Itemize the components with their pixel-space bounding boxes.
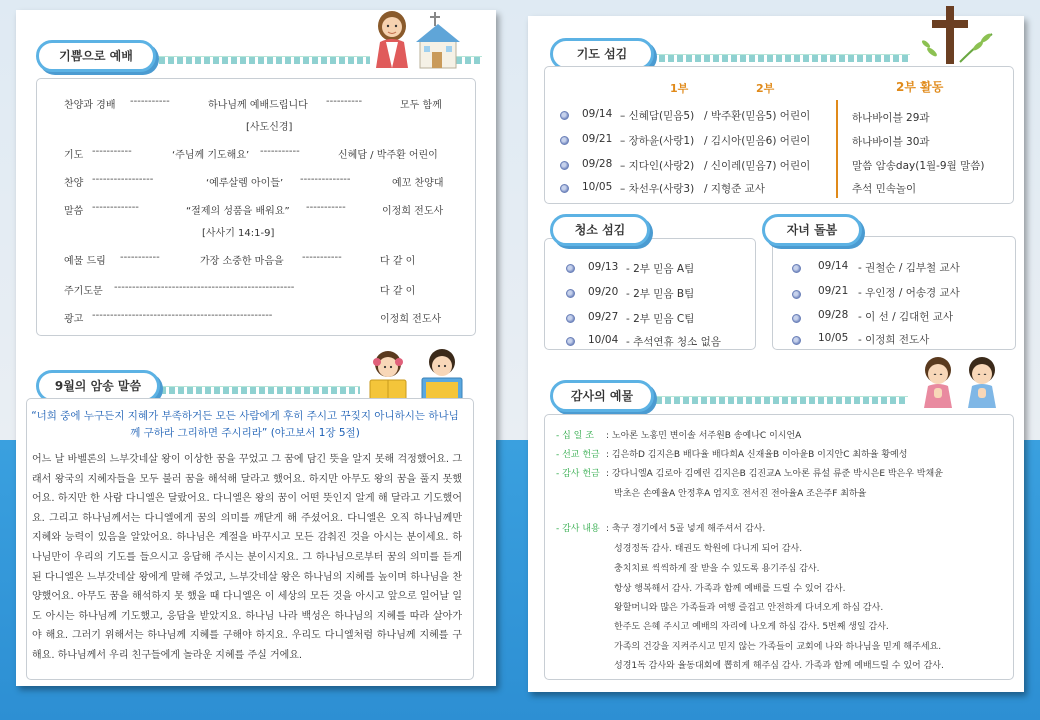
mission-names: : 김은하D 김지은B 배다율 배다희A 신재율B 이아윤B 이지안C 최하율 황예성 [606,450,908,460]
thanks-content: 한주도 은혜 주시고 예배의 자리에 나오게 하심 감사. 5번째 생일 감사. [614,622,889,632]
thanks-offering-label: - 감사 헌금 [556,469,600,479]
bullet-icon [566,337,575,346]
worship-row [64,174,454,188]
care-title: 자녀 돌봄 [762,214,862,246]
prayer-part1: – 차선우(사랑3) [620,183,695,195]
mission-label: - 선교 헌금 [556,450,600,460]
worship-row [64,96,454,110]
reading-children-illustration [366,346,476,404]
bullet-icon [792,314,801,323]
prayer-col-part1: 1부 [670,82,689,95]
worship-item-title: ‘주님께 기도해요’ [172,150,250,161]
tithe-label: - 십 일 조 [556,431,594,441]
bullet-icon [792,336,801,345]
thanks-content: 충치치료 씩씩하게 잘 받을 수 있도록 용기주심 감사. [614,564,820,574]
thanks-content: 가족의 건강을 지켜주시고 믿지 않는 가족들이 교회에 나와 하나님을 믿게 해주세요. [614,642,942,652]
thanks-content: 성경정독 감사. 태권도 학원에 다니게 되어 감사. [614,544,803,554]
worship-deco-line [150,56,370,64]
prayer-part1: – 신혜담(믿음5) [620,110,695,122]
worship-row [64,282,454,296]
prayer-title: 기도 섬김 [550,38,654,70]
cleaning-team: - 2부 믿음 C팀 [626,313,695,325]
thanks-deco-line [656,396,908,404]
thanks-content: 성경1독 감사와 율동대회에 뽑히게 해주심 감사. 가족과 함께 예배드릴 수 있어 감사. [614,661,944,671]
worship-item-label: 광고 [64,314,84,325]
thanks-offering-names-2: 박초은 손예율A 안정후A 엄지호 전서진 전아율A 조은주F 최하율 [614,489,867,499]
cleaning-team: - 추석연휴 청소 없음 [626,336,721,348]
worship-item-label: 찬양 [64,178,84,189]
cross-olive-icon [920,4,1000,66]
worship-item-label: 예물 드림 [64,256,106,267]
bullet-icon [560,111,569,120]
worship-dash-1: ----------------- [92,174,154,185]
worship-item-label: 말씀 [64,206,84,217]
cleaning-team: - 2부 믿음 B팀 [626,288,695,300]
cleaning-date: 09/27 [588,311,619,323]
bullet-icon [566,314,575,323]
worship-row [64,252,454,266]
prayer-activity: 하나바이블 29과 [852,112,930,124]
prayer-date: 09/28 [582,158,613,170]
worship-sub-creed: [사도신경] [246,122,293,133]
worship-item-leader: 예꼬 찬양대 [392,178,444,189]
bullet-icon [566,264,575,273]
worship-dash-2: -------------- [300,174,351,185]
cleaning-date: 10/04 [588,334,619,346]
prayer-part2: / 신이레(믿음7) 어린이 [704,160,811,172]
praying-children-illustration [912,352,1012,410]
worship-dash-1: ----------- [120,252,160,263]
worship-dash-1: ----------- [92,146,132,157]
worship-dash-1: ------------- [92,202,139,213]
worship-title: 기쁨으로 예배 [36,40,156,72]
worship-item-leader: 모두 함께 [400,100,442,111]
prayer-date: 09/21 [582,133,613,145]
prayer-date: 10/05 [582,181,613,193]
prayer-part1: – 장하윤(사랑1) [620,135,695,147]
thanks-offering-names: : 강다니엘A 김로아 김예린 김지은B 김진교A 노아론 류설 류준 박시은E 박은우 박채윤 [606,469,943,479]
worship-row [64,146,454,160]
bullet-icon [792,290,801,299]
prayer-col-activity: 2부 활동 [896,80,944,94]
care-teacher: - 권철순 / 김부철 교사 [858,262,960,274]
bullet-icon [566,289,575,298]
bullet-icon [792,264,801,273]
worship-item-label: 기도 [64,150,84,161]
thanks-title: 감사의 예물 [550,380,654,412]
prayer-activity: 하나바이블 30과 [852,136,930,148]
worship-dash-2: ----------- [302,252,342,263]
care-teacher: - 이 선 / 김대헌 교사 [858,311,954,323]
care-teacher: - 우인정 / 어송경 교사 [858,287,960,299]
worship-item-leader: 이정희 전도사 [380,314,442,325]
worship-dash-2: ---------- [326,96,363,107]
bullet-icon [560,161,569,170]
cleaning-date: 09/20 [588,286,619,298]
prayer-part2: / 김시아(믿음6) 어린이 [704,135,811,147]
worship-sub-scripture: [사사기 14:1-9] [202,228,275,239]
worship-item-label: 주기도문 [64,286,103,297]
worship-item-title: “절제의 성품을 배워요” [186,206,290,217]
cleaning-date: 09/13 [588,261,619,273]
worship-item-label: 찬양과 경배 [64,100,116,111]
worship-item-title: ‘예루살렘 아이들’ [206,178,284,189]
worship-dash-1: ----------- [130,96,170,107]
thanks-content-label: - 감사 내용 [556,524,600,534]
prayer-date: 09/14 [582,108,613,120]
prayer-part2: / 박주환(믿음5) 어린이 [704,110,811,122]
care-date: 09/14 [818,260,849,272]
worship-row [64,310,454,324]
bullet-icon [560,136,569,145]
prayer-col-part2: 2부 [756,82,775,95]
worship-item-title: 가장 소중한 마음을 [200,256,284,267]
worship-dash-2: ----------- [260,146,300,157]
worship-item-leader: 다 같 이 [380,256,416,267]
prayer-divider [836,100,838,198]
cleaning-title: 청소 섬김 [550,214,650,246]
tithe-names: : 노아론 노홍민 변이솔 서주원B 송예나C 이시언A [606,431,802,441]
bullet-icon [560,184,569,193]
verse-deco-line [160,386,360,394]
thanks-content: : 축구 경기에서 5골 넣게 해주셔서 감사. [606,524,766,534]
verse-quote: “너희 중에 누구든지 지혜가 부족하거든 모든 사람에게 후히 주시고 꾸짖지 아니하시는 하나님께 구하라 그리하면 주시리라” (야고보서 1장 5절) [31,410,459,439]
worship-dash-long: -------------------------------------------------- [92,310,273,321]
worship-dash-long: -------------------------------------------------- [114,282,295,293]
worship-item-title: 하나님께 예배드립니다 [208,100,308,111]
prayer-deco-line [650,54,910,62]
verse-title: 9월의 암송 말씀 [36,370,160,402]
worship-item-leader: 다 같 이 [380,286,416,297]
prayer-activity: 말씀 암송day(1월-9월 말씀) [852,160,985,172]
prayer-part2: / 지형준 교사 [704,183,765,195]
prayer-part1: – 지다인(사랑2) [620,160,695,172]
thanks-content: 왕할머니와 많은 가족들과 여행 즐겁고 안전하게 다녀오게 하심 감사. [614,603,884,613]
cleaning-team: - 2부 믿음 A팀 [626,263,695,275]
thanks-content: 항상 행복해서 감사. 가족과 함께 예배를 드릴 수 있어 감사. [614,584,846,594]
verse-story: 어느 날 바벨론의 느부갓네살 왕이 이상한 꿈을 꾸었고 그 꿈에 담긴 뜻을 알지 못해 걱정했어요. 그래서 왕국의 지혜자들을 모두 불러 꿈을 해석해 달라고 했어요. 하지만 아무도 왕의 꿈을 풀지 못했어요. 하지만 한 사람 다니엘은 달랐어요. 다니엘은 왕의 꿈이 어떤 뜻인지 알게 해 달라고 기도했어요. 그리고 하나님께서는 다니엘에게 꿈의 의미를 깨닫게 해 주셨어요. 다니엘은 오직 하나님께만 지혜와 능력이 있음을 알았어요. 하나님은 계절을 바꾸시고 모든 감춰진 것을 아시는 분이세요. 하나님만이 우리의 기도를 들으시고 응답해 주시는 분이시지요. 그 하나님으로부터 꿈의 의미를 듣게 된 다니엘은 느부갓네살 왕에게 말해 주었고, 느부갓네살 왕은 하나님의 지혜를 높이며 하나님을 찬양했어요. 아무도 꿈을 해석하지 못 했을 때 다니엘은 이 세상의 모든 것을 아시고 앞으로 일어날 일도 아시는 하나님께 기도했고, 응답을 받았지요. 하나님 나라 백성은 하나님의 지혜를 따라 살아가야 해요. 그러기 위해서는 하나님께 지혜를 구해야 하지요. 우리도 다니엘처럼 하나님께 지혜를 구해요. 하나님께서 우리 친구들에게 놀라운 지혜를 주실 거에요. [32,454,462,661]
worship-dash-2: ----------- [306,202,346,213]
care-date: 09/21 [818,285,849,297]
prayer-activity: 추석 민속놀이 [852,183,917,195]
jesus-church-illustration [366,6,462,74]
worship-row [64,202,454,216]
worship-item-leader: 신혜담 / 박주환 어린이 [338,150,438,161]
care-date: 10/05 [818,332,849,344]
care-teacher: - 이정희 전도사 [858,334,930,346]
worship-item-leader: 이정희 전도사 [382,206,444,217]
care-date: 09/28 [818,309,849,321]
